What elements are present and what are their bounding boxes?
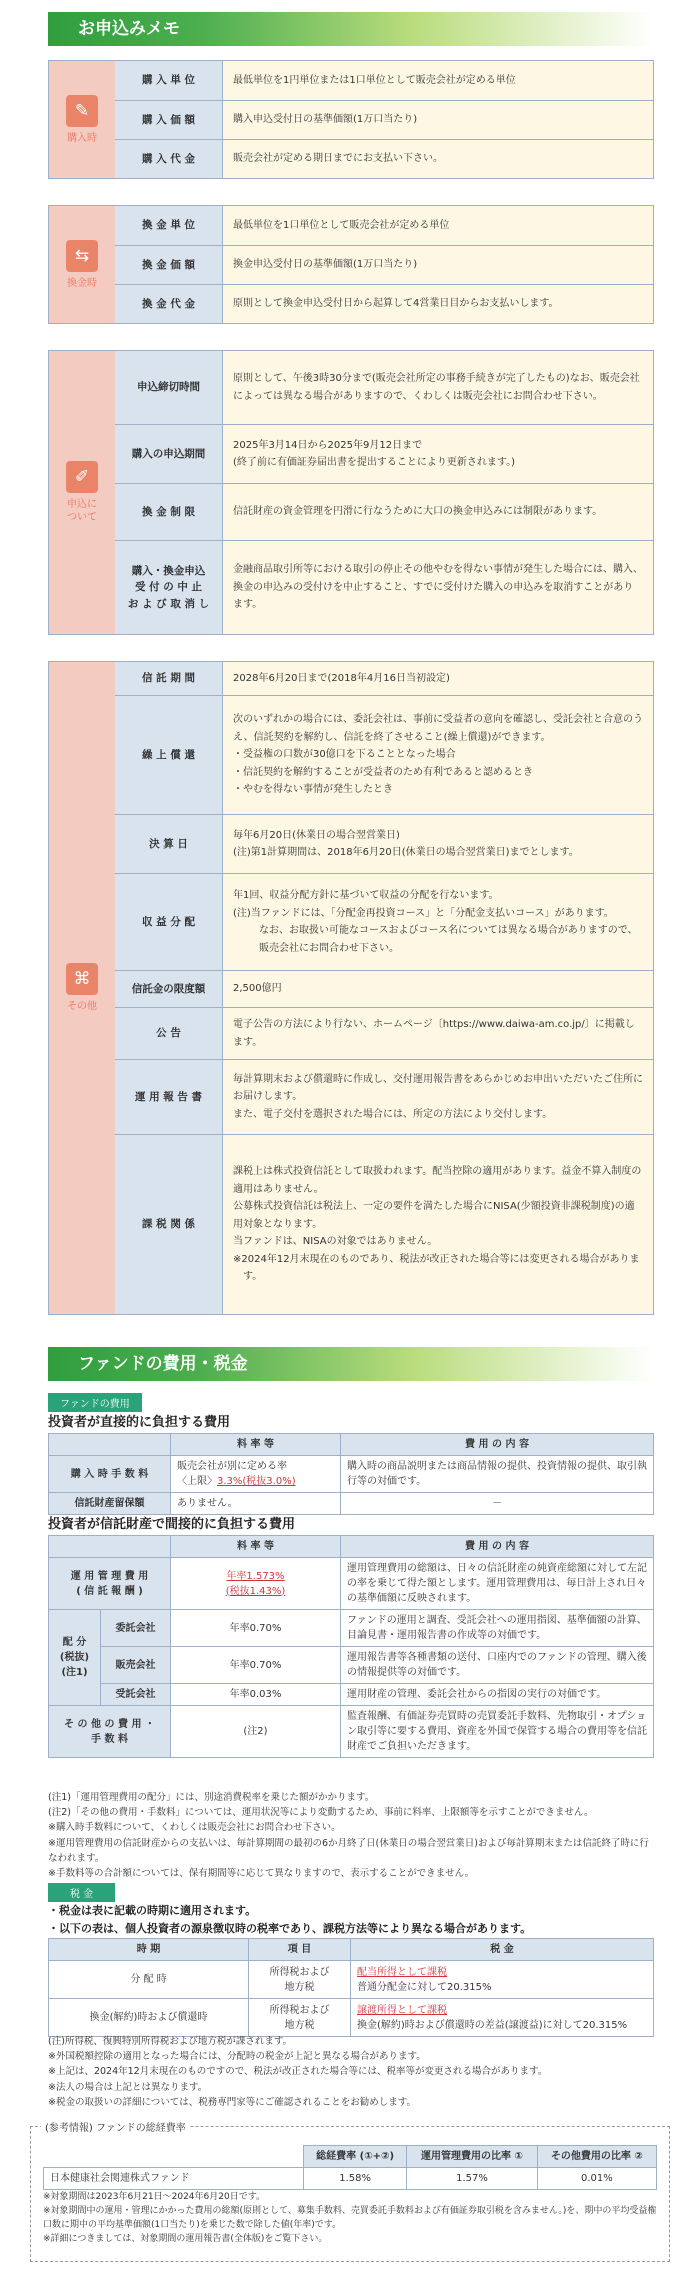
row-label: 換 金 制 限 — [115, 484, 223, 540]
list-item: ・やむを得ない事情が発生したとき — [233, 784, 393, 796]
rate-cell: 年率0.70% — [171, 1610, 341, 1647]
tax-note: ※2024年12月末現在のものであり、税法が改正された場合等には変更される場合があります。 — [233, 1253, 640, 1283]
tax-bullets — [48, 1902, 531, 1937]
row-label: 信託財産留保額 — [49, 1493, 171, 1515]
memo-section-title: お申込みメモ — [48, 12, 654, 46]
tax-rate: 普通分配金に対して20.315% — [357, 1981, 492, 1993]
item-cell: 所得税および 地方税 — [249, 1961, 351, 1999]
list-item: ・信託契約を解約することが受益者のため有利であると認めるとき — [233, 766, 533, 778]
party-cell: 委託会社 — [101, 1610, 171, 1647]
ratio-cell: 1.57% — [407, 2168, 538, 2190]
bullet: ・税金は表に記載の時期に適用されます。 — [48, 1904, 257, 1917]
exchange-icon: ⇆ — [66, 240, 98, 272]
list-item: ・受益権の口数が30億口を下ることとなった場合 — [233, 749, 456, 761]
application-category-label: 申込に ついて — [67, 499, 97, 523]
reference-table — [43, 2145, 657, 2190]
purchase-block — [48, 60, 654, 179]
rate-text: 販売会社が別に定める率 — [177, 1461, 287, 1472]
tax-line: 公募株式投資信託は税法上、一定の要件を満たした場合にNISA(少額投資非課税制度)の適用対象となります。 — [233, 1201, 635, 1230]
rate-cap-label: 〈上限〉 — [177, 1476, 217, 1487]
fee-tag: ファンドの費用 — [48, 1393, 142, 1412]
desc-cell: 運用管理費用の総額は、日々の信託財産の純資産総額に対して左記の率を乗じて得た額とします。運用管理費用は、毎日計上され日々の基準価額に反映されます。 — [341, 1558, 654, 1610]
indirect-fee-heading: 投資者が信託財産で間接的に負担する費用 — [48, 1517, 296, 1532]
row-value: 電子公告の方法により行ない、ホームページ〔https://www.daiwa-am.co.jp/〕に掲載します。 — [223, 1008, 653, 1059]
indirect-fee-table — [48, 1535, 654, 1758]
row-label: 購 入 時 手 数 料 — [49, 1456, 171, 1493]
note: ※法人の場合は上記とは異なります。 — [48, 2081, 208, 2093]
distribution-note-cont: なお、お取扱い可能なコースおよびコース名については異なる場合がありますので、販売会社にお問合わせ下さい。 — [259, 925, 638, 954]
desc-cell: 監査報酬、有価証券売買時の売買委託手数料、先物取引・オプション取引等に要する費用、資産を外国で保管する場合の費用等を信託財産でご負担いただきます。 — [341, 1706, 654, 1758]
desc-cell: ファンドの運用と調査、受託会社への運用指図、基準価額の計算、目論見書・運用報告書の作成等の対価です。 — [341, 1610, 654, 1647]
row-label: 決 算 日 — [115, 815, 223, 873]
other-block — [48, 661, 654, 1315]
note: (注2)「その他の費用・手数料」については、運用状況等により変動するため、事前に料率、上限額等を示すことができません。 — [48, 1807, 594, 1819]
desc-cell: 運用財産の管理、委託会社からの指図の実行の対価です。 — [341, 1684, 654, 1706]
header-cell: 税 金 — [351, 1939, 654, 1961]
item-cell: 所得税および 地方税 — [249, 1999, 351, 2037]
row-label: 申込締切時間 — [115, 351, 223, 424]
header-cell: 運用管理費用の比率 ① — [407, 2146, 538, 2168]
row-label: 換 金 単 位 — [115, 206, 223, 245]
header-cell: 料 率 等 — [171, 1536, 341, 1558]
row-value: 販売会社が定める期日までにお支払い下さい。 — [223, 140, 653, 178]
note: ※購入時手数料について、くわしくは販売会社にお問合わせ下さい。 — [48, 1822, 341, 1834]
row-value: 原則として換金申込受付日から起算して4営業日目からお支払いします。 — [223, 285, 653, 323]
row-value: 最低単位を1円単位または1口単位として販売会社が定める単位 — [223, 61, 653, 100]
party-cell: 受託会社 — [101, 1684, 171, 1706]
row-label: 購 入 価 額 — [115, 101, 223, 139]
row-value: 2028年6月20日まで(2018年4月16日当初設定) — [223, 662, 653, 695]
rate-cell: 年率0.70% — [171, 1647, 341, 1684]
header-cell: 時 期 — [49, 1939, 249, 1961]
pen-icon: ✐ — [66, 461, 98, 493]
note: (注)所得税、復興特別所得税および地方税が課されます。 — [48, 2036, 293, 2047]
exchange-category — [49, 206, 115, 323]
tax-tag: 税 金 — [48, 1883, 115, 1902]
row-value: 購入申込受付日の基準価額(1万口当たり) — [223, 101, 653, 139]
note: ※手数料等の合計額については、保有期間等に応じて異なりますので、表示することができません。 — [48, 1867, 475, 1879]
row-label: 購入・換金申込 受 付 の 中 止 お よ び 取 消 し — [115, 541, 223, 634]
purchase-icon: ✎ — [66, 95, 98, 127]
header-cell: その他費用の比率 ② — [537, 2146, 656, 2168]
row-value — [223, 1135, 653, 1314]
closing-note: (注)第1計算期間は、2018年6月20日(休業日の場合翌営業日)までとします。 — [233, 847, 579, 858]
note: ※外国税額控除の適用となった場合には、分配時の税金が上記と異なる場合があります。 — [48, 2051, 426, 2063]
header-cell: 費 用 の 内 容 — [341, 1434, 654, 1456]
tax-table — [48, 1938, 654, 2037]
desc-cell: － — [341, 1493, 654, 1515]
time-cell: 換金(解約)時および償還時 — [49, 1999, 249, 2037]
purchase-category-label: 購入時 — [67, 132, 97, 144]
row-value — [223, 874, 653, 970]
fee-notes — [48, 1790, 654, 1881]
exchange-category-label: 換金時 — [67, 277, 97, 289]
row-label: 信 託 期 間 — [115, 662, 223, 695]
row-value: 金融商品取引所等における取引の停止その他やむを得ない事情が発生した場合には、購入、換金の申込みの受付けを中止すること、すでに受付けた購入の申込みを取消すことがあります。 — [223, 541, 653, 634]
header-cell — [49, 1536, 171, 1558]
desc-cell: 運用報告書等各種書類の送付、口座内でのファンドの管理、購入後の情報提供等の対価です。 — [341, 1647, 654, 1684]
row-label: そ の 他 の 費 用 ・ 手 数 料 — [49, 1706, 171, 1758]
tax-cell — [351, 1961, 654, 1999]
alloc-label: 配 分 (税抜) (注1) — [49, 1610, 101, 1706]
header-cell: 総経費率 (①+②) — [304, 2146, 407, 2168]
row-label: 購 入 代 金 — [115, 140, 223, 178]
row-label: 購入の申込期間 — [115, 425, 223, 483]
row-label: 換 金 価 額 — [115, 246, 223, 284]
desc-cell: 購入時の商品説明または商品情報の提供、投資情報の提供、取引執行等の対価です。 — [341, 1456, 654, 1493]
row-label: 課 税 関 係 — [115, 1135, 223, 1314]
rate-cell: (注2) — [171, 1706, 341, 1758]
purchase-category — [49, 61, 115, 178]
exchange-block — [48, 205, 654, 324]
direct-fee-heading: 投資者が直接的に負担する費用 — [48, 1415, 231, 1430]
tax-line: 当ファンドは、NISAの対象ではありません。 — [233, 1236, 438, 1248]
other-category-label: その他 — [67, 1001, 97, 1012]
closing-line: 毎年6月20日(休業日の場合翌営業日) — [233, 829, 400, 841]
row-label: 換 金 代 金 — [115, 285, 223, 323]
header-cell: 項 目 — [249, 1939, 351, 1961]
fees-section-title: ファンドの費用・税金 — [48, 1347, 654, 1381]
application-category — [49, 351, 115, 634]
row-label: 運 用 報 告 書 — [115, 1060, 223, 1134]
note: ※上記は、2024年12月末現在のものですので、税法が改正された場合等には、税率等が変更される場合があります。 — [48, 2066, 548, 2078]
row-label: 信託金の限度額 — [115, 971, 223, 1007]
row-label: 運 用 管 理 費 用 ( 信 託 報 酬 ) — [49, 1558, 171, 1610]
note: ※税金の取扱いの詳細については、税務専門家等にご確認されることをお勧めします。 — [48, 2096, 417, 2108]
rate-cap-value: 3.3%(税抜3.0%) — [217, 1476, 296, 1487]
rate-cell: ありません。 — [171, 1493, 341, 1515]
row-value: 2025年3月14日から2025年9月12日まで (終了前に有価証券届出書を提出することにより更新されます。) — [223, 425, 653, 483]
row-value — [223, 815, 653, 873]
row-value: 換金申込受付日の基準価額(1万口当たり) — [223, 246, 653, 284]
rate-cell — [171, 1456, 341, 1493]
note: ※運用管理費用の信託財産からの支払いは、毎計算期間の最初の6か月終了日(休業日の場合翌営業日)および毎計算期末または信託終了時に行なわれます。 — [48, 1837, 649, 1864]
other-category — [49, 662, 115, 1314]
party-cell: 販売会社 — [101, 1647, 171, 1684]
tax-notes — [48, 2034, 654, 2110]
note: (注1)「運用管理費用の配分」には、別途消費税率を乗じた額がかかります。 — [48, 1792, 375, 1803]
tax-cell — [351, 1999, 654, 2037]
header-cell: 費 用 の 内 容 — [341, 1536, 654, 1558]
fund-name: 日本健康社会関連株式ファンド — [44, 2168, 304, 2190]
ratio-cell: 1.58% — [304, 2168, 407, 2190]
rate-cell: 年率0.03% — [171, 1684, 341, 1706]
row-value: 原則として、午後3時30分まで(販売会社所定の事務手続きが完了したもの)なお、販売会社によっては異なる場合がありますので、くわしくは販売会社にお問合わせ下さい。 — [223, 351, 653, 424]
paperclip-icon: ⌘ — [66, 963, 98, 995]
note: ※対象期間は2023年6月21日～2024年6月20日です。 — [43, 2192, 265, 2202]
note: ※詳細につきましては、対象期間の運用報告書(全体版)をご覧下さい。 — [43, 2233, 328, 2244]
tax-type: 配当所得として課税 — [357, 1966, 447, 1978]
tax-type: 譲渡所得として課税 — [357, 2004, 447, 2016]
row-value: 最低単位を1口単位として販売会社が定める単位 — [223, 206, 653, 245]
distribution-line: 年1回、収益分配方針に基づいて収益の分配を行ないます。 — [233, 890, 499, 901]
row-value: 信託財産の資金管理を円滑に行なうために大口の換金申込みには制限があります。 — [223, 484, 653, 540]
empty-cell — [44, 2146, 304, 2168]
direct-fee-table — [48, 1433, 654, 1515]
rate-cell — [171, 1558, 341, 1610]
row-value — [223, 696, 653, 814]
reference-notes — [43, 2191, 657, 2247]
header-cell: 料 率 等 — [171, 1434, 341, 1456]
row-value: 2,500億円 — [223, 971, 653, 1007]
reference-title: (参考情報) ファンドの総経費率 — [41, 2119, 190, 2134]
bullet: ・以下の表は、個人投資者の源泉徴収時の税率であり、課税方法等により異なる場合があります。 — [48, 1921, 532, 1935]
row-label: 収 益 分 配 — [115, 874, 223, 970]
row-label: 購 入 単 位 — [115, 61, 223, 100]
application-block — [48, 350, 654, 635]
reference-box — [30, 2123, 670, 2262]
distribution-note: (注)当ファンドには、「分配金再投資コース」と「分配金支払いコース」があります。 — [233, 907, 614, 919]
ratio-cell: 0.01% — [537, 2168, 656, 2190]
mgmt-rate-ex-tax: (税抜1.43%) — [225, 1585, 286, 1597]
tax-rate: 換金(解約)時および償還時の差益(譲渡益)に対して20.315% — [357, 2019, 628, 2031]
time-cell: 分 配 時 — [49, 1961, 249, 1999]
row-value: 毎計算期末および償還時に作成し、交付運用報告書をあらかじめお申出いただいたご住所にお届けします。 また、電子交付を選択された場合には、所定の方法により交付します。 — [223, 1060, 653, 1134]
tax-line: 課税上は株式投資信託として取扱われます。配当控除の適用があります。益金不算入制度の適用はありません。 — [233, 1166, 642, 1195]
mgmt-rate: 年率1.573% — [226, 1570, 285, 1582]
note: ※対象期間中の運用・管理にかかった費用の総額(原則として、募集手数料、売買委託手数料および有価証券取引税を含みません。)を、期中の平均受益権口数に期中の平均基準価額(1口当たり)を乗じた数で除した値(年率)です。 — [43, 2205, 657, 2230]
row-label: 公 告 — [115, 1008, 223, 1059]
header-cell — [49, 1434, 171, 1456]
early-redemption-intro: 次のいずれかの場合には、委託会社は、事前に受益者の意向を確認し、受託会社と合意のうえ、信託契約を解約し、信託を終了させること(繰上償還)ができます。 — [233, 714, 643, 743]
row-label: 繰 上 償 還 — [115, 696, 223, 814]
